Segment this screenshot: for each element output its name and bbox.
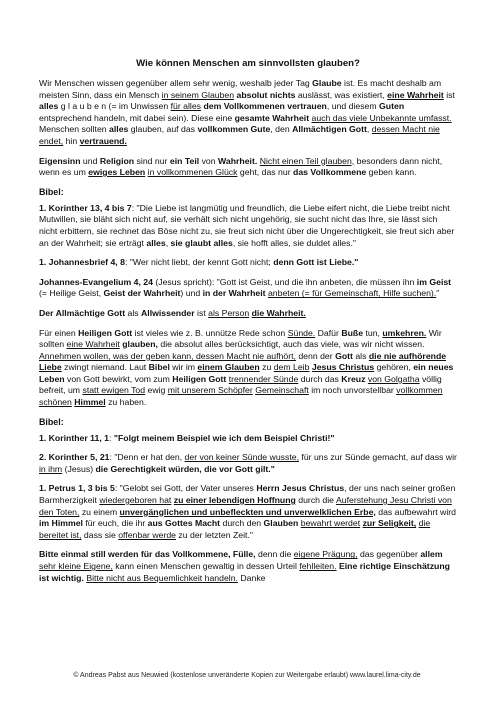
text-run: Jesus Christus bbox=[311, 362, 375, 373]
text-run: (= Heilige Geist, bbox=[39, 288, 104, 299]
text-run: durch die bbox=[295, 495, 336, 506]
text-run: in der Wahrheit bbox=[202, 288, 266, 299]
text-run: ist vieles wie z. B. unnütze Rede schon bbox=[132, 327, 288, 338]
text-run: Guten bbox=[379, 101, 405, 112]
text-run: Bibel bbox=[148, 362, 170, 373]
text-run: zur Seligkeit, bbox=[362, 518, 417, 529]
text-run: Für einen bbox=[39, 327, 79, 338]
text-run: 1. Petrus 1, 3 bis 5 bbox=[39, 483, 115, 494]
text-run: alles bbox=[146, 237, 166, 248]
text-run: in ihm bbox=[39, 463, 63, 474]
text-run: sind nur bbox=[134, 155, 170, 166]
text-run: dessen Macht nie endet, bbox=[39, 124, 440, 146]
text-run: denn Gott ist Liebe." bbox=[273, 257, 359, 268]
text-run: Johannes-Evangelium 4, 24 bbox=[39, 276, 153, 287]
text-run: : "Denn er hat den, bbox=[109, 452, 185, 463]
text-run: umkehren. bbox=[382, 327, 427, 338]
text-run: kann einen Menschen gewaltig in dessen Urteil bbox=[112, 561, 300, 571]
text-run: alles bbox=[109, 124, 129, 135]
text-run: im noch unvorstellbar bbox=[308, 385, 397, 396]
text-run: ) und bbox=[180, 288, 203, 299]
text-run: als bbox=[125, 307, 142, 318]
text-run: anbeten (= für Gemeinschaft, Hilfe suchen). bbox=[267, 288, 437, 299]
text-run: , sie hofft alles, sie duldet alles." bbox=[232, 237, 356, 248]
text-run: dem Leib bbox=[273, 362, 310, 373]
text-run: durch das bbox=[298, 373, 342, 384]
text-run: "Folgt meinem Beispiel wie ich dem Beispiel Christi!" bbox=[113, 432, 335, 443]
text-run: Bitte nicht aus Bequemlichkeit handeln. bbox=[86, 572, 238, 583]
text-run: das aufbewahrt wird bbox=[375, 506, 456, 517]
text-run: bewahrt werdet bbox=[300, 518, 361, 529]
text-run: die nie aufhörende Liebe bbox=[39, 350, 447, 373]
text-run: Gott bbox=[335, 350, 353, 361]
text-run: Geist der Wahrheit bbox=[103, 288, 181, 299]
text-run: aus Gottes Macht bbox=[147, 518, 221, 529]
text-run: : "Gelobt sei Gott, der Vater unseres bbox=[114, 483, 257, 494]
text-run: Herrn Jesus Christus bbox=[256, 483, 345, 494]
text-run: Allmächtigen Gott bbox=[292, 124, 367, 135]
text-run: geben kann. bbox=[366, 167, 417, 178]
text-run: 1. Korinther 13, 4 bis 7 bbox=[39, 202, 132, 213]
text-run: in vollkommenen Glück bbox=[147, 167, 238, 178]
text-run: als bbox=[352, 350, 369, 361]
text-run: , und diesem bbox=[326, 101, 380, 112]
text-run: sie glaubt alles bbox=[170, 237, 233, 248]
text-run: zu der letzten Zeit." bbox=[176, 529, 253, 540]
text-run: (Jesus) bbox=[62, 463, 96, 474]
text-run: 1. Korinther 11, 1 bbox=[39, 432, 110, 443]
text-run: Glaube bbox=[312, 78, 342, 88]
text-run: im Himmel bbox=[39, 518, 83, 529]
text-run: entsprechend handeln, mit dabei sein). Diese eine bbox=[39, 112, 235, 123]
text-run: die absolut alles berücksichtigt, auch das viele, was wir nicht wissen. bbox=[157, 339, 425, 350]
footer-copyright: © Andreas Pabst aus Neuwied (kostenlose unveränderte Kopien zur Weitergabe erlaubt) www.laurel.lima-city.de bbox=[73, 672, 421, 679]
text-run: Himmel bbox=[74, 397, 106, 408]
text-run: denn der bbox=[295, 350, 336, 361]
text-run: Allwissender bbox=[141, 307, 195, 318]
text-run: allem bbox=[420, 549, 443, 560]
text-run: ist bbox=[194, 307, 209, 318]
section-heading-bibel-2: Bibel: bbox=[39, 416, 64, 427]
text-run: die Wahrheit. bbox=[251, 307, 306, 318]
text-run: gesamte Wahrheit bbox=[234, 112, 310, 123]
text-run: vollkommen Gute bbox=[197, 124, 271, 135]
text-run: , den bbox=[270, 124, 293, 135]
text-run: von Golgatha bbox=[367, 373, 420, 384]
text-run: eine Wahrheit bbox=[66, 339, 120, 350]
document-title: Wie können Menschen am sinnvollsten glauben? bbox=[136, 58, 360, 69]
text-run: offenbar werde bbox=[118, 529, 176, 540]
text-run: 1. Johannesbrief 4, 8 bbox=[39, 257, 125, 268]
text-run: , bbox=[366, 124, 372, 135]
text-run: ewig bbox=[145, 385, 168, 396]
paragraph-korinther-13 bbox=[39, 203, 457, 249]
text-run: statt ewigen Tod bbox=[82, 385, 146, 396]
text-run: , bbox=[165, 237, 171, 248]
text-run: glauben, bbox=[122, 339, 158, 350]
text-run: Heiligen Gott bbox=[172, 373, 227, 384]
text-run: eine Wahrheit bbox=[387, 89, 444, 100]
text-run: dem Vollkommenen vertrauen bbox=[203, 101, 327, 112]
text-run: Religion bbox=[99, 155, 135, 166]
text-run: glauben, auf das bbox=[128, 124, 198, 135]
text-run: Bitte einmal still werden für das Vollkommene, Fülle, bbox=[39, 549, 256, 560]
text-run: die bereitet ist, bbox=[39, 518, 431, 540]
text-run: : "Wer nicht liebt, der kennt Gott nicht; bbox=[124, 257, 274, 268]
text-run: das Vollkommene bbox=[293, 167, 367, 178]
text-run: vertrauend. bbox=[79, 135, 127, 146]
text-run: ewiges Leben bbox=[88, 167, 146, 178]
text-run: durch den bbox=[220, 518, 264, 529]
text-run: für uns zur Sünde gemacht, auf dass wir bbox=[299, 452, 457, 463]
paragraph-korinther-5 bbox=[39, 452, 457, 475]
text-run: Buße bbox=[341, 327, 364, 338]
text-run: ein Teil bbox=[169, 155, 200, 166]
text-run: dass sie bbox=[81, 529, 119, 540]
text-run: und bbox=[80, 155, 100, 166]
text-run: " bbox=[436, 288, 440, 299]
text-run: tun, bbox=[363, 327, 383, 338]
text-run: für euch, die ihr bbox=[82, 518, 148, 529]
text-run: : "Die Liebe ist langmütig und freundlich, die Liebe eifert nicht, die Liebe treibt nicht Mutwillen, sie bläht sich nicht auf, sie verhält sich nicht ungehörig, sie sucht nicht das Ihre, sie lässt sich nicht erbittern, sie rechnet das Böse nicht zu, sie freut sich nicht über die Ungerechtigkeit, sie freut sich aber an der Wahrheit; sie erträgt bbox=[39, 202, 455, 248]
text-run: (Jesus spricht): "Gott ist Geist, und die ihn anbeten, die müssen ihn bbox=[152, 276, 417, 287]
text-run: 2. Korinther 5, 21 bbox=[39, 452, 110, 463]
text-run: mit unserem Schöpfer bbox=[167, 385, 253, 396]
text-run: zu bbox=[259, 362, 274, 373]
text-run: Gemeinschaft bbox=[255, 385, 309, 396]
text-run: ist. Es macht deshalb am meisten Sinn, dass ein Mensch bbox=[39, 78, 442, 100]
paragraph-allwissender bbox=[39, 308, 457, 320]
text-run: denn die bbox=[255, 549, 294, 560]
text-run: g l a u b e n (= im Unwissen bbox=[58, 101, 171, 112]
text-run: : bbox=[109, 432, 114, 443]
text-run: Annehmen wollen, was der geben kann, dessen Macht nie aufhört, bbox=[39, 350, 296, 361]
text-run: trennender Sünde bbox=[228, 373, 299, 384]
text-run: im Geist bbox=[416, 276, 452, 287]
text-run: Der Allmächtige Gott bbox=[39, 307, 126, 318]
text-run: in seinem Glauben bbox=[161, 89, 235, 100]
text-run: gehören, bbox=[374, 362, 414, 373]
text-run: für alles bbox=[170, 101, 202, 112]
text-run: zu einem bbox=[79, 506, 120, 517]
text-run: wir im bbox=[169, 362, 198, 373]
text-run: auslässt, was existiert, bbox=[295, 89, 388, 100]
paragraph-korinther-11 bbox=[39, 433, 457, 445]
text-run: zwingt niemand. Laut bbox=[61, 362, 149, 373]
paragraph-closing bbox=[39, 549, 457, 584]
text-run: absolut nichts bbox=[236, 89, 296, 100]
text-run: vollkommen schönen bbox=[39, 385, 443, 408]
text-run: der von keiner Sünde wusste, bbox=[184, 452, 299, 463]
text-run: einem Glauben bbox=[197, 362, 260, 373]
text-run: Glauben bbox=[263, 518, 299, 529]
text-run: Auferstehung Jesu Christi von den Toten, bbox=[39, 495, 452, 517]
text-run: Kreuz bbox=[341, 373, 366, 384]
text-run: zu einer lebendigen Hoffnung bbox=[173, 495, 296, 506]
section-heading-bibel-1: Bibel: bbox=[39, 186, 64, 197]
text-run: Sünde. bbox=[287, 327, 316, 338]
text-run: geht, das nur bbox=[237, 167, 294, 178]
text-run: eigene Prägung, bbox=[293, 549, 358, 560]
text-run: Heiligen Gott bbox=[78, 327, 133, 338]
text-run: sehr kleine Eigene, bbox=[39, 561, 113, 571]
text-run: zu haben. bbox=[105, 397, 147, 408]
text-run: die Gerechtigkeit würden, die vor Gott gilt." bbox=[95, 463, 275, 474]
text-run: Menschen sollten bbox=[39, 124, 110, 135]
paragraph-heiliger-gott bbox=[39, 328, 457, 409]
text-run: alles bbox=[39, 101, 59, 112]
text-run: , der uns nach seiner großen Barmherzigkeit bbox=[39, 483, 456, 506]
text-run: Wahrheit. bbox=[218, 155, 258, 166]
paragraph-johannes-evangelium bbox=[39, 277, 457, 300]
text-run: unvergänglichen und unbefleckten und unverwelklichen Erbe, bbox=[119, 506, 376, 517]
text-run: Eigensinn bbox=[39, 155, 81, 166]
text-run: Danke bbox=[237, 572, 266, 583]
paragraph-petrus bbox=[39, 483, 457, 541]
text-run: ein neues Leben bbox=[39, 362, 454, 384]
text-run: das gegenüber bbox=[357, 549, 421, 560]
text-run: von bbox=[199, 155, 218, 166]
text-run: Nicht einen Teil glauben, bbox=[259, 155, 355, 166]
text-run: fehlleiten. bbox=[299, 561, 337, 571]
paragraph-eigensinn bbox=[39, 156, 457, 179]
text-run: Dafür bbox=[315, 327, 342, 338]
text-run: auch das viele Unbekannte umfasst. bbox=[311, 112, 452, 123]
paragraph-intro bbox=[39, 78, 457, 148]
text-run: wiedergeboren hat bbox=[99, 495, 172, 506]
text-run: Wir sollten bbox=[39, 327, 442, 350]
paragraph-johannesbrief bbox=[39, 257, 457, 269]
text-run: von Gott bewirkt, vom zum bbox=[64, 373, 173, 384]
text-run: völlig befreit, um bbox=[39, 373, 442, 396]
text-run: hin bbox=[63, 135, 80, 146]
text-run: Eine richtige Einschätzung ist wichtig. bbox=[39, 561, 450, 583]
text-run: besonders dann nicht, wenn es um bbox=[39, 155, 443, 178]
text-run: Wir Menschen wissen gegenüber allem sehr wenig, weshalb jeder Tag bbox=[39, 78, 313, 88]
text-run: ist bbox=[443, 89, 455, 100]
text-run: als Person bbox=[208, 307, 250, 318]
